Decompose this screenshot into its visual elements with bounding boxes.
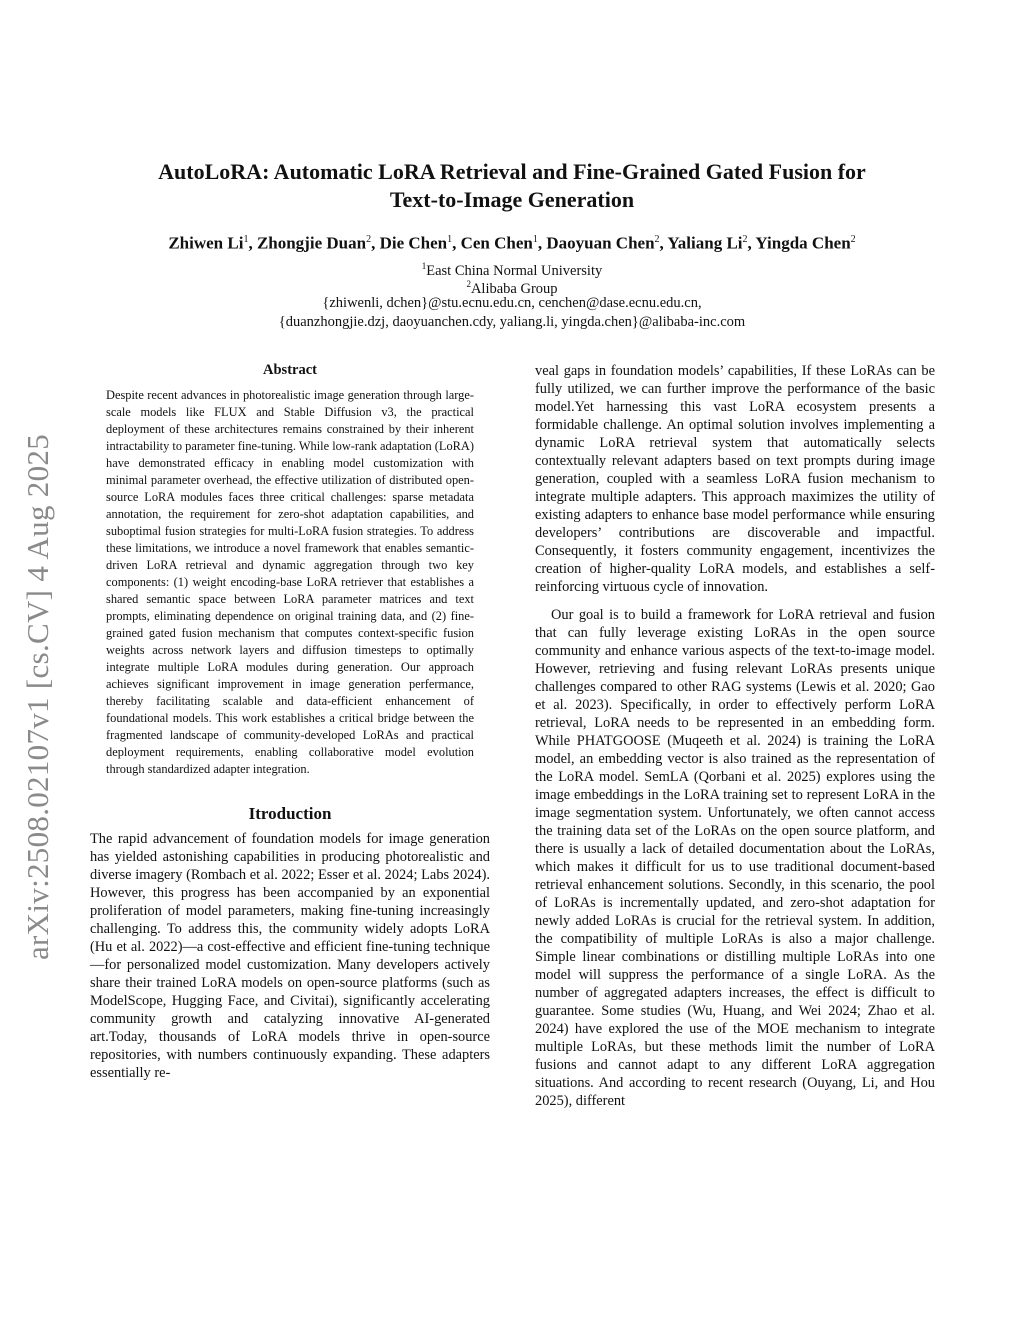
abstract-heading: Abstract <box>263 362 317 378</box>
author-emails-line-2: {duanzhongjie.dzj, daoyuanchen.cdy, yaliang.li, yingda.chen}@alibaba-inc.com <box>278 314 746 330</box>
right-column <box>535 362 935 1110</box>
author-affiliation-mark: 1 <box>532 234 538 245</box>
author-name: Zhongjie Duan <box>256 233 367 253</box>
arxiv-identifier-stamp: arXiv:2508.02107v1 [cs.CV] 4 Aug 2025 <box>20 433 55 960</box>
affiliation-number: 1 <box>421 261 427 271</box>
author-affiliation-mark: 2 <box>742 234 748 245</box>
author-name: Die Chen <box>379 233 448 253</box>
body-paragraph: veal gaps in foundation models’ capabilities, If these LoRAs can be fully utilized, we can further improve the performance of the basic model.Yet harnessing this vast LoRA ecosystem presents a formidable challenge. An optimal solution involves implementing a dynamic LoRA retrieval system that automatically selects contextually relevant adapters based on text prompts during image generation, coupled with a seamless LoRA fusion mechanism to integrate multiple adapters. This approach maximizes the utility of existing adapters to enhance base model performance while ensuring developers’ contributions are discoverable and impactful. Consequently, it fosters community engagement, incentivizes the creation of higher-quality LoRA models, and establishes a self-reinforcing virtuous cycle of innovation. <box>535 363 935 595</box>
paper-title-line-2: Text-to-Image Generation <box>389 187 635 212</box>
author-name: Cen Chen <box>460 233 533 253</box>
affiliation-name: Alibaba Group <box>470 280 558 297</box>
paper-title-line-1: AutoLoRA: Automatic LoRA Retrieval and Fine-Grained Gated Fusion for <box>158 159 866 184</box>
author-emails-line-1: {zhiwenli, dchen}@stu.ecnu.edu.cn, cenchen@dase.ecnu.edu.cn, <box>322 295 702 311</box>
author-name: Yingda Chen <box>755 233 851 253</box>
paper-title <box>90 158 934 214</box>
author-affiliation-mark: 1 <box>243 234 249 245</box>
author-affiliation-mark: 1 <box>447 234 453 245</box>
author-name: Zhiwen Li <box>168 233 244 253</box>
author-affiliation-mark: 2 <box>366 234 372 245</box>
introduction-paragraph: The rapid advancement of foundation models for image generation has yielded astonishing capabilities in producing photorealistic and diverse imagery (Rombach et al. 2022; Esser et al. 2024; Labs 2024). However, this progress has been accompanied by an exponential proliferation of model parameters, making fine-tuning increasingly challenging. To address this, the community widely adopts LoRA (Hu et al. 2022)—a cost-effective and efficient fine-tuning technique—for personalized model customization. Many developers actively share their trained LoRA models on open-source platforms (such as ModelScope, Hugging Face, and Civitai), significantly accelerating community growth and catalyzing innovative AI-generated art.Today, thousands of LoRA models thrive in open-source repositories, with numbers continuously expanding. These adapters essentially re- <box>90 831 490 1081</box>
affiliation-number: 2 <box>466 279 471 289</box>
author-affiliation-mark: 2 <box>850 234 856 245</box>
left-column <box>90 362 490 1082</box>
abstract-text: Despite recent advances in photorealistic image generation through large-scale models like FLUX and Stable Diffusion v3, the practical deployment of these architectures remains constrained by their inherent intractability to parameter fine-tuning. While low-rank adaptation (LoRA) have demonstrated efficacy in enabling model customization with minimal parameter overhead, the effective utilization of distributed open-source LoRA modules faces three critical challenges: sparse metadata annotation, the requirement for zero-shot adaptation capabilities, and suboptimal fusion strategies for multi-LoRA fusion strategies. To address these limitations, we introduce a novel framework that enables semantic-driven LoRA retrieval and dynamic aggregation through two key components: (1) weight encoding-base LoRA retriever that establishes a shared semantic space between LoRA parameter matrices and text prompts, eliminating dependence on original training data, and (2) fine-grained gated fusion mechanism that computes context-specific fusion weights across network layers and diffusion timesteps to optimally integrate multiple LoRA modules during generation. Our approach achieves significant improvement in image generation perfermance, thereby facilitating scalable and data-efficient enhancement of foundational models. This work establishes a critical bridge between the fragmented landscape of community-developed LoRAs and practical deployment requirements, enabling collaborative model evolution through standardized adapter integration. <box>106 388 474 776</box>
body-paragraph: Our goal is to build a framework for LoRA retrieval and fusion that can fully leverage existing LoRAs in the open source community and enhance various aspects of the text-to-image model. However, retrieving and fusing relevant LoRAs presents unique challenges compared to other RAG systems (Lewis et al. 2020; Gao et al. 2023). Specifically, in order to effectively perform LoRA retrieval, LoRA needs to be represented in an embedding form. While PHATGOOSE (Muqeeth et al. 2024) is training the LoRA model, an embedding vector is also trained as the representation of the LoRA model. SemLA (Qorbani et al. 2025) explores using the image embeddings in the LoRA training set to represent LoRA in the image segmentation system. Unfortunately, we often cannot access the training data set of the LoRAs on the open source platform, and there is usually a lack of detailed documentation about the LoRAs, which makes it difficult for us to use traditional document-based retrieval enhancement solutions. Secondly, in this scenario, the pool of LoRAs is incrementally updated, and zero-shot adaptation for newly added LoRAs is crucial for the retrieval system. In addition, the compatibility of multiple LoRAs is also a major challenge. Simple linear combinations or distilling multiple LoRAs into one model will suppress the performance of a single LoRA. As the number of aggregated adapters increases, the effect is difficult to guarantee. Some studies (Wu, Huang, and Wei 2024; Zhao et al. 2024) have explored the use of the MOE mechanism to integrate multiple LoRAs, but these methods limit the number of LoRA fusions and cannot adapt to any different LoRA aggregation situations. And according to recent research (Ouyang, Li, and Hou 2025), different <box>535 607 935 1109</box>
introduction-heading: Itroduction <box>248 804 332 823</box>
author-name: Yaliang Li <box>667 233 743 253</box>
author-affiliation-mark: 2 <box>654 234 660 245</box>
affiliation-name: East China Normal University <box>426 262 603 279</box>
author-list: Zhiwen Li$^1$, Zhongjie Duan$^2$, Die Chen$^1$, Cen Chen$^1$, Daoyuan Chen$^2$, Yaliang Li$^2$, Yingda Chen$^2$ <box>168 233 856 253</box>
author-name: Daoyuan Chen <box>546 233 655 253</box>
